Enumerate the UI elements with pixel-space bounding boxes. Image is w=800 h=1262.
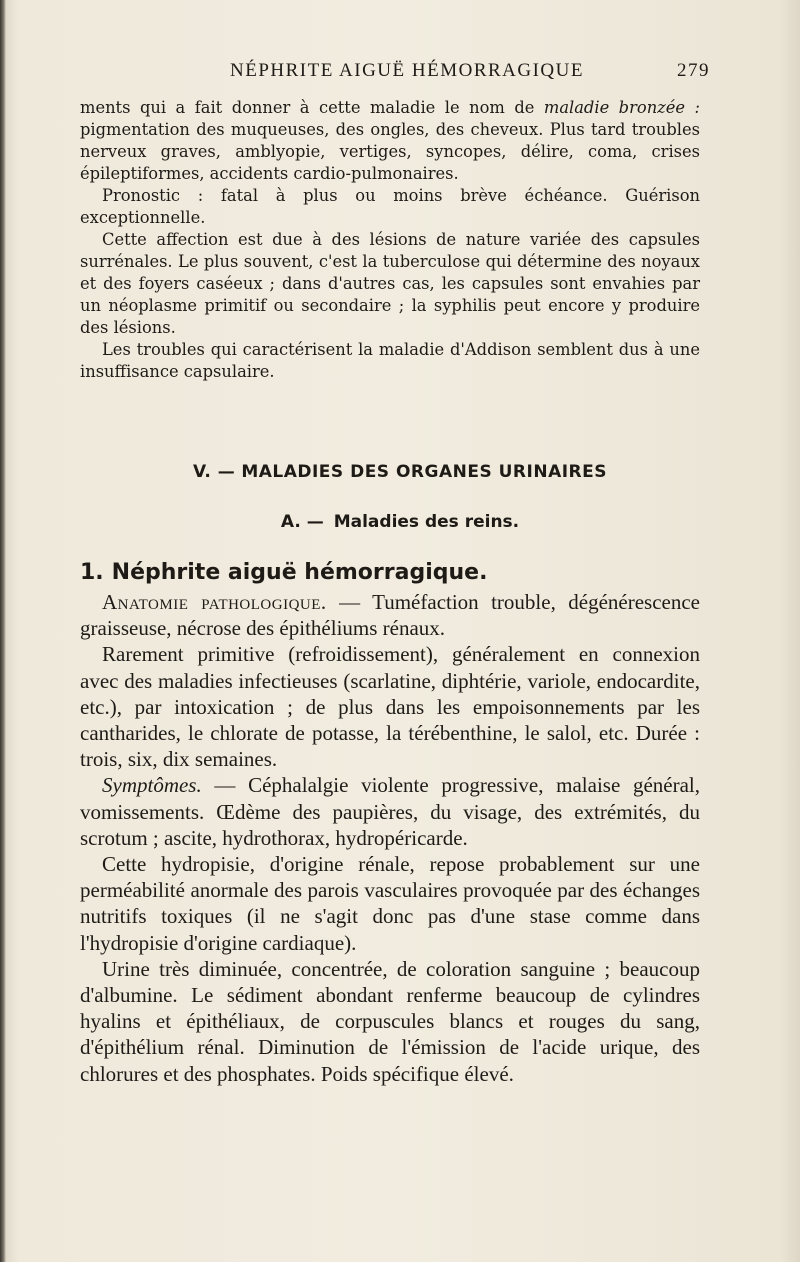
article-title: Néphrite aiguë hémorragique. (111, 560, 488, 585)
text-run: — Tuméfaction trouble, dégénérescence graisseuse, nécrose des épithéliums rénaux. (80, 590, 700, 641)
paragraph-urine: Urine très diminuée, concentrée, de coloration sanguine ; beaucoup d'albumine. Le sédiment abondant renferme beaucoup de cylindres hyalins et épithéliaux, de corpuscules blancs et rouges du sang, d'épithélium rénal. Diminution de l'émission de l'acide urique, des chlorures et des phosphates. Poids spécifique élevé. (80, 956, 700, 1086)
article-heading (80, 560, 487, 585)
paragraph-pronostic: Pronostic : fatal à plus ou moins brève échéance. Guérison exceptionnelle. (80, 186, 700, 227)
page-number: 279 (677, 60, 710, 81)
text-run: ments qui a fait donner à cette maladie le nom de (80, 98, 544, 117)
chapter-title: MALADIES DES ORGANES URINAIRES (241, 462, 608, 482)
paragraph-symptomes (80, 772, 700, 851)
article-number: 1. (80, 560, 104, 585)
running-title: NÉPHRITE AIGUË HÉMORRAGIQUE (230, 60, 584, 81)
chapter-heading (0, 462, 800, 482)
paragraph-continuation (80, 97, 700, 185)
section-title: Maladies des reins. (333, 512, 520, 532)
symptomes-label: Symptômes. (102, 773, 202, 798)
anatomie-label: Anatomie pathologique. (102, 590, 327, 614)
paragraph-cause: Cette affection est due à des lésions de nature variée des capsules surrénales. Le plus souvent, c'est la tuberculose qui détermine des noyaux et des foyers caséeux ; dans d'autres cas, les capsules sont envahies par un néoplasme primitif ou secondaire ; la syphilis peut encore y produire des lésions. (80, 230, 700, 337)
chapter-number: V. — (192, 462, 236, 482)
page-header (80, 60, 710, 90)
section-letter: A. — (280, 512, 324, 532)
section-heading (0, 512, 800, 532)
paragraph-addison: Les troubles qui caractérisent la maladie d'Addison semblent dus à une insuffisance capsulaire. (80, 340, 700, 381)
article-text-block (80, 589, 700, 1087)
paragraph-etiology: Rarement primitive (refroidissement), généralement en connexion avec des maladies infectieuses (scarlatine, diphtérie, variole, endocardite, etc.), par intoxication ; de plus dans les empoisonnements par les cantharides, le chlorate de potasse, la térébenthine, le salol, etc. Durée : trois, six, dix semaines. (80, 642, 700, 772)
text-run: pigmentation des muqueuses, des ongles, des cheveux. Plus tard troubles nerveux graves, amblyopie, vertiges, syncopes, délire, coma, crises épileptiformes, accidents cardio-pulmonaires. (80, 120, 700, 183)
paragraph-hydropisie: Cette hydropisie, d'origine rénale, repose probablement sur une perméabilité anormale des parois vasculaires provoquée par des échanges nutritifs toxiques (il ne s'agit donc pas d'une stase comme dans l'hydropisie d'origine cardiaque). (80, 852, 700, 955)
book-spine-shadow (0, 0, 6, 1262)
italic-term: maladie bronzée : (543, 98, 700, 117)
top-text-block (80, 97, 700, 383)
text-run: — Céphalalgie violente progressive, malaise général, vomissements. Œdème des paupières, du visage, des extrémités, du scrotum ; ascite, hydrothorax, hydropéricarde. (80, 773, 700, 850)
paragraph-anatomie (80, 589, 700, 641)
